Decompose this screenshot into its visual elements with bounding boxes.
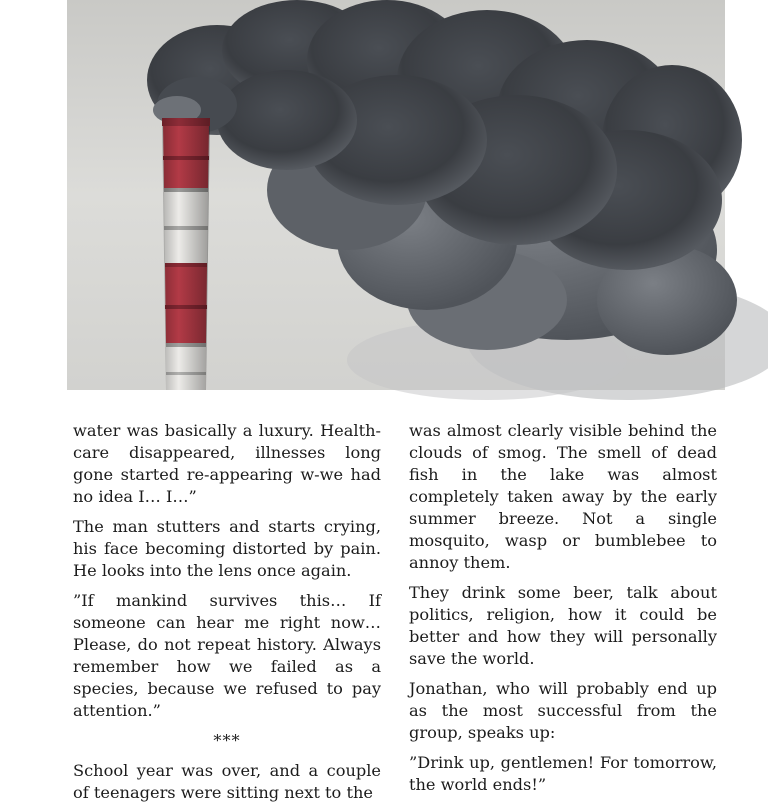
paragraph: They drink some beer, talk about politics, religion, how it could be better and how they will personally save the world. bbox=[409, 583, 717, 668]
paragraph: ”Drink up, gentlemen! For tomorrow, the world ends!” bbox=[409, 753, 717, 794]
left-text-column bbox=[73, 420, 381, 812]
paragraph: ”If mankind survives this… If someone can hear me right now… Please, do not repeat history. Always remember how we failed as a species, because we refused to pay attention.” bbox=[73, 591, 381, 720]
right-text-column bbox=[409, 420, 717, 804]
paragraph: water was basically a luxury. Health-care disappeared, illnesses long gone started re-appearing w-we had no idea I… I…” bbox=[73, 421, 381, 506]
section-separator: *** bbox=[213, 731, 241, 750]
paragraph: was almost clearly visible behind the clouds of smog. The smell of dead fish in the lake was almost completely taken away by the early summer breeze. Not a single mosquito, wasp or bumblebee to annoy them. bbox=[409, 421, 717, 572]
paragraph: School year was over, and a couple of teenagers were sitting next to the bbox=[73, 761, 381, 802]
paragraph: The man stutters and starts crying, his face becoming distorted by pain. He looks into the lens once again. bbox=[73, 517, 381, 580]
paragraph: Jonathan, who will probably end up as the most successful from the group, speaks up: bbox=[409, 679, 717, 742]
chimney bbox=[162, 118, 210, 390]
smokestack-pollution-photo bbox=[67, 0, 725, 390]
